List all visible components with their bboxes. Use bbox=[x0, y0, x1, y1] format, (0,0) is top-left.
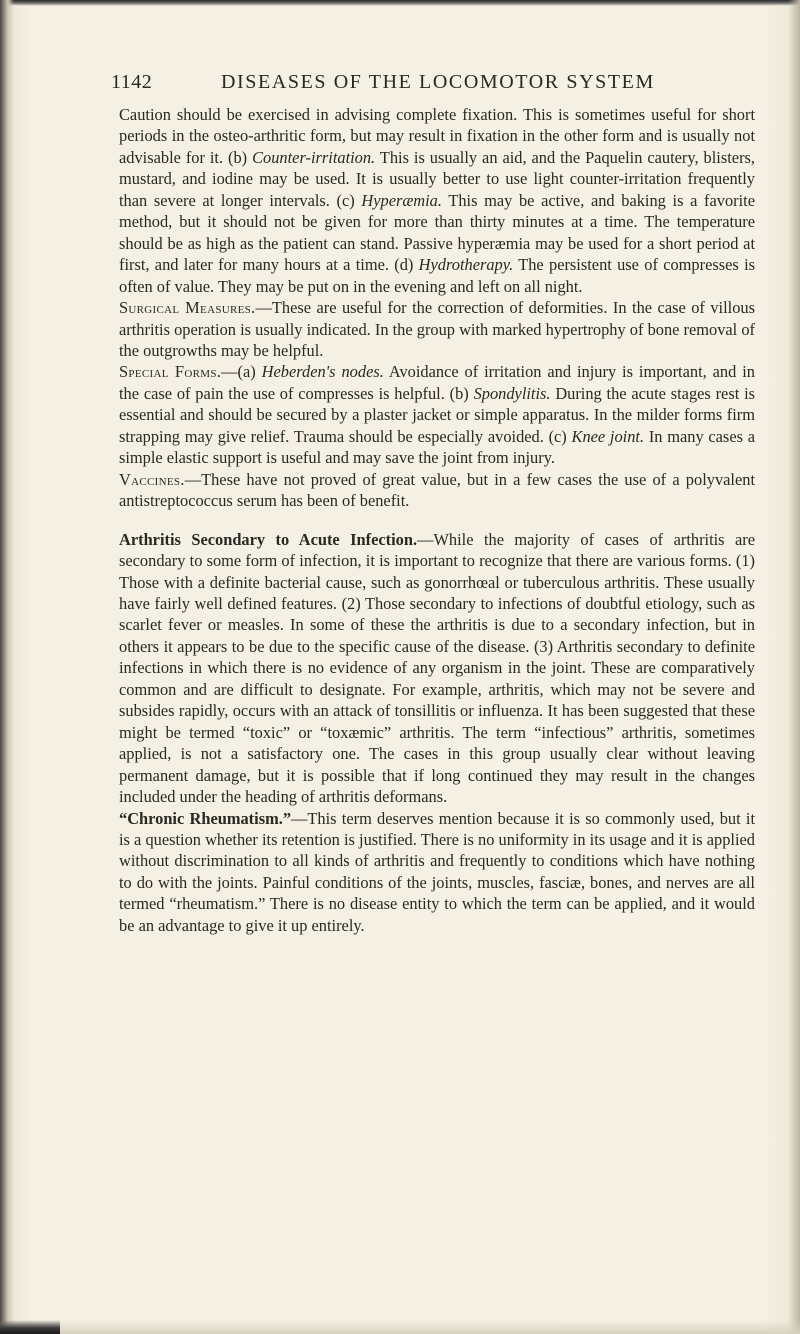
page-number: 1142 bbox=[111, 71, 153, 93]
heading-special-forms: Special Forms. bbox=[119, 362, 222, 382]
paragraph-chronic-rheumatism: “Chronic Rheumatism.”—This term deserves mention because it is so commonly used, but it is a question whether its retention is justified. There is no uniformity in its usage and it is applied without discrimination to all kinds of arthritis and frequently to conditions which have nothing to do with the joints. Painful conditions of the joints, muscles, fasciæ, bones, and nerves are all termed “rheumatism.” There is no disease entity to which the term can be applied, and it would be an advantage to give it up entirely. bbox=[119, 808, 755, 935]
page-corner-shadow bbox=[0, 1320, 60, 1334]
paragraph-surgical-measures: Surgical Measures.—These are useful for the correction of deformities. In the case of villous arthritis operation is usually indicated. In the group with marked hypertrophy of bone removal of the outgrowths may be helpful. bbox=[119, 298, 755, 360]
page-header bbox=[111, 71, 751, 101]
subheading-counter-irritation: Counter-irritation. bbox=[252, 147, 376, 167]
running-head: DISEASES OF THE LOCOMOTOR SYSTEM bbox=[221, 71, 655, 93]
heading-surgical-measures: Surgical Measures. bbox=[119, 298, 256, 318]
heading-vaccines: Vaccines. bbox=[119, 469, 185, 489]
heading-arthritis-secondary: Arthritis Secondary to Acute Infection. bbox=[119, 529, 418, 549]
paragraph-special-forms: Special Forms.—(a) Heberden's nodes. Avoidance of irritation and injury is important, and in the case of pain the use of compresses is helpful. (b) Spondylitis. During the acute stages rest is essential and should be secured by a plaster jacket or simple apparatus. In the milder forms firm strapping may give relief. Trauma should be especially avoided. (c) Knee joint. In many cases a simple elastic support is useful and may save the joint from injury. bbox=[119, 362, 755, 468]
paragraph-vaccines: Vaccines.—These have not proved of great value, but in a few cases the use of a polyvalent antistreptococcus serum has been of benefit. bbox=[119, 469, 755, 511]
subheading-hyperaemia: Hyperæmia. bbox=[361, 190, 442, 210]
page-binding-edge bbox=[0, 0, 14, 1334]
heading-chronic-rheumatism: “Chronic Rheumatism.” bbox=[119, 808, 292, 828]
body-text bbox=[119, 104, 755, 936]
paragraph-arthritis-secondary: Arthritis Secondary to Acute Infection.—While the majority of cases of arthritis are secondary to some form of infection, it is important to recognize that there are various forms. (1) Those with a definite bacterial cause, such as gonorrhœal or tuberculous arthritis. These usually have fairly well defined features. (2) Those secondary to infections of doubtful etiology, such as scarlet fever or measles. In some of these the arthritis is due to a secondary infection, but in others it appears to be due to the specific cause of the disease. (3) Arthritis secondary to definite infections in which there is no evidence of any organism in the joint. These are comparatively common and are difficult to designate. For example, arthritis, which may not be severe and subsides rapidly, occurs with an attack of tonsillitis or influenza. It has been suggested that these might be termed “toxic” or “toxæmic” arthritis. The term “infectious” arthritis, sometimes applied, is not a satisfactory one. The cases in this group usually clear without leaving permanent damage, but it is possible that if long continued they may result in the changes included under the heading of arthritis deformans. bbox=[119, 529, 756, 807]
subheading-hydrotherapy: Hydrotherapy. bbox=[418, 255, 514, 275]
paragraph-treatment-continued: Caution should be exercised in advising complete fixation. This is sometimes useful for short periods in the osteo-arthritic form, but may result in fixation in the other form and is usually not advisable for it. (b) Counter-irritation. This is usually an aid, and the Paquelin cautery, blisters, mustard, and iodine may be used. It is usually better to use light counter-irritation frequently than severe at longer intervals. (c) Hyperæmia. This may be active, and baking is a favorite method, but it should not be given for more than thirty minutes at a time. The temperature should be as high as the patient can stand. Passive hyperæmia may be used for a short period at first, and later for many hours at a time. (d) Hydrotherapy. The persistent use of compresses is often of value. They may be put on in the evening and left on all night. bbox=[119, 105, 755, 296]
page-top-edge bbox=[0, 0, 800, 6]
page-bottom-edge bbox=[0, 1320, 800, 1334]
subheading-heberdens-nodes: Heberden's nodes. bbox=[261, 362, 384, 382]
subheading-knee-joint: Knee joint. bbox=[571, 426, 645, 446]
page-right-edge bbox=[788, 0, 800, 1334]
subheading-spondylitis: Spondylitis. bbox=[473, 383, 551, 403]
